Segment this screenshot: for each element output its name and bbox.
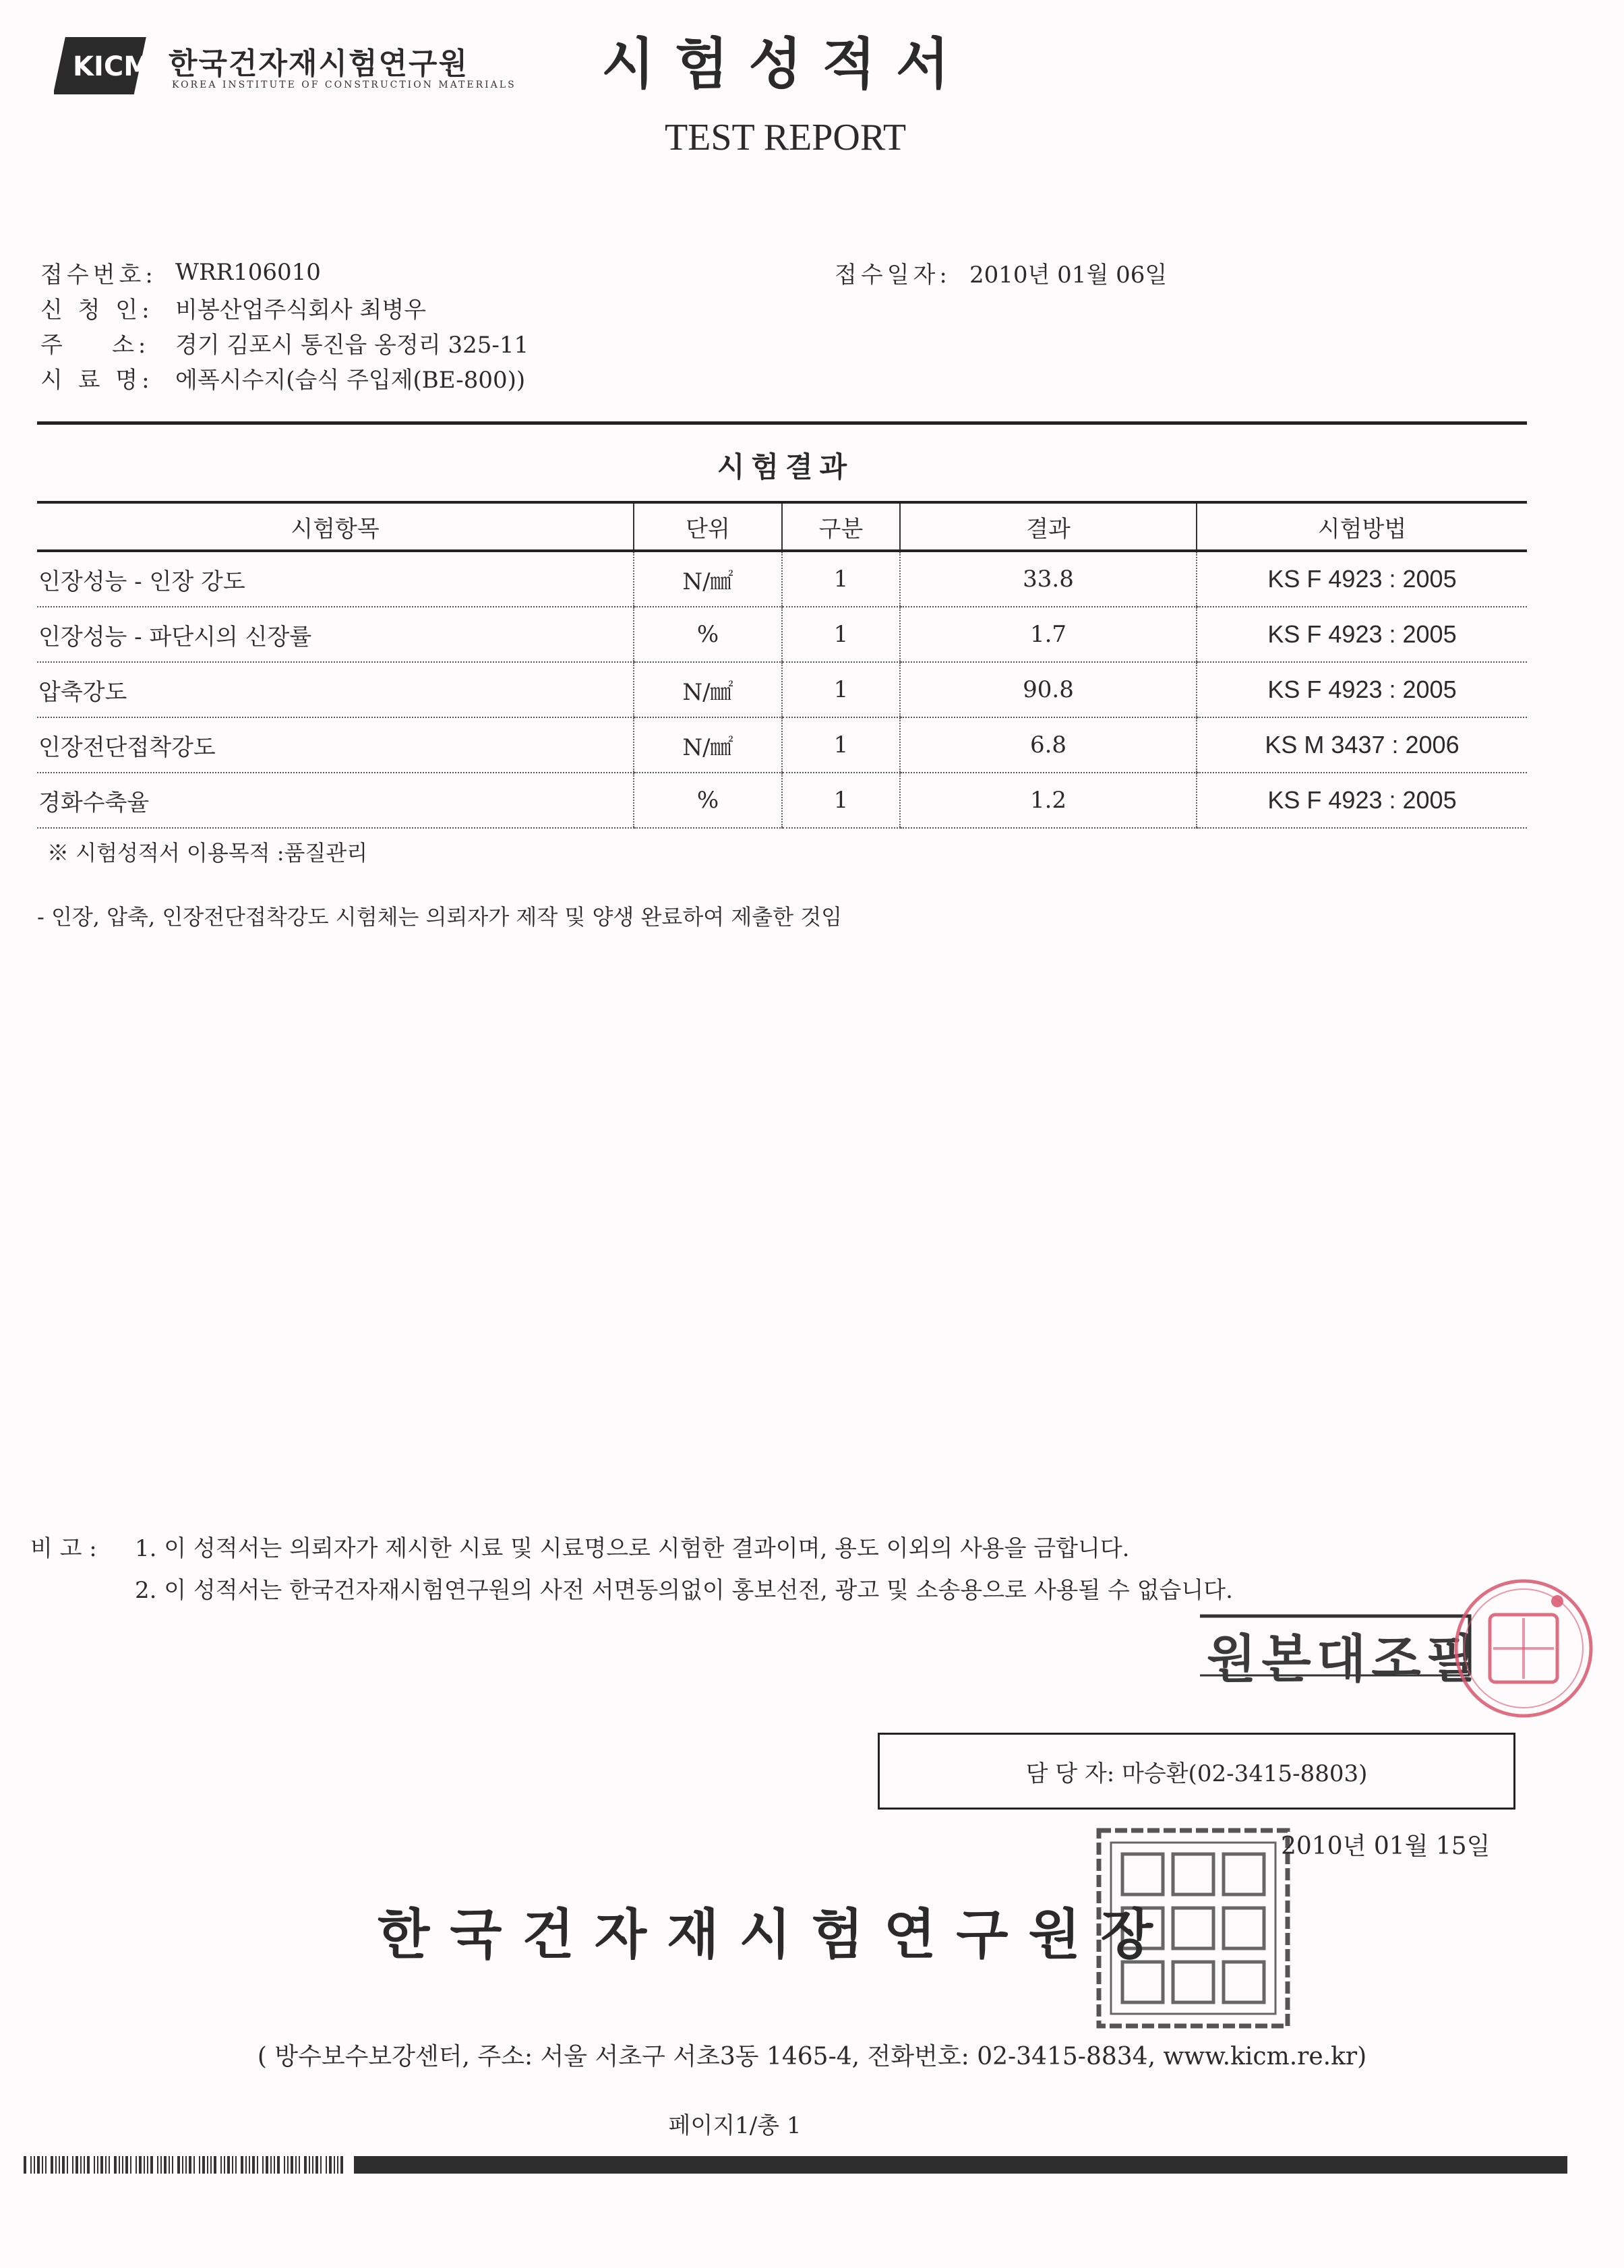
applicant-row <box>40 290 529 325</box>
address-label: 주 소: <box>40 331 150 359</box>
remark-row <box>30 1525 1233 1567</box>
svg-text:KICM: KICM <box>73 51 151 82</box>
cell-unit: N/㎟ <box>634 551 782 607</box>
cell-unit: % <box>634 773 782 828</box>
cell-division: 1 <box>782 607 900 662</box>
cell-unit: N/㎟ <box>634 662 782 717</box>
contact-box: 담 당 자: 마승환(02-3415-8803) <box>878 1733 1515 1810</box>
cell-division: 1 <box>782 551 900 607</box>
cell-item: 인장성능 - 인장 강도 <box>37 551 634 607</box>
receipt-date-row <box>835 255 1167 290</box>
header-division: 구분 <box>782 502 900 551</box>
cell-item: 압축강도 <box>37 662 634 717</box>
cell-unit: N/㎟ <box>634 717 782 773</box>
sample-row <box>40 360 529 395</box>
logo-korean-name: 한국건자재시험연구원 <box>169 47 469 81</box>
results-table <box>37 501 1527 829</box>
cell-division: 1 <box>782 662 900 717</box>
divider <box>37 421 1527 425</box>
purpose-note: ※ 시험성적서 이용목적 :품질관리 <box>47 840 368 866</box>
sample-value: 에폭시수지(습식 주입제(BE-800)) <box>175 366 526 394</box>
cell-method: KS F 4923 : 2005 <box>1197 607 1527 662</box>
cell-method: KS F 4923 : 2005 <box>1197 773 1527 828</box>
cell-result: 1.2 <box>900 773 1197 828</box>
cell-result: 6.8 <box>900 717 1197 773</box>
institute-director: 한국건자재시험연구원장 <box>378 1903 1174 1966</box>
page-subtitle: TEST REPORT <box>664 117 907 158</box>
table-row <box>37 551 1527 607</box>
cell-item: 인장전단접착강도 <box>37 717 634 773</box>
page-number: 페이지1/총 1 <box>668 2112 802 2139</box>
receipt-date-value: 2010년 01월 06일 <box>969 261 1168 289</box>
logo-english-name: KOREA INSTITUTE OF CONSTRUCTION MATERIALS <box>172 80 516 90</box>
issue-date: 2010년 01월 15일 <box>1281 1832 1491 1860</box>
remark-line: 1. 이 성적서는 의뢰자가 제시한 시료 및 시료명으로 시험한 결과이며, 용도 이외의 사용을 금합니다. <box>135 1534 1130 1562</box>
address-row <box>40 325 529 360</box>
cell-division: 1 <box>782 717 900 773</box>
remarks-label: 비 고 : <box>30 1534 97 1562</box>
applicant-label: 신 청 인: <box>40 296 154 324</box>
remark-row <box>30 1567 1233 1609</box>
cell-item: 인장성능 - 파단시의 신장률 <box>37 607 634 662</box>
remarks <box>30 1525 1233 1609</box>
cell-method: KS F 4923 : 2005 <box>1197 551 1527 607</box>
remark-line: 2. 이 성적서는 한국건자재시험연구원의 사전 서면동의없이 홍보선전, 광고 및 소송용으로 사용될 수 없습니다. <box>135 1576 1233 1604</box>
cell-item: 경화수축율 <box>37 773 634 828</box>
receipt-date-label: 접수일자: <box>835 261 951 289</box>
sample-label: 시 료 명: <box>40 366 154 394</box>
footer-info: ( 방수보수보강센터, 주소: 서울 서초구 서초3동 1465-4, 전화번호: 02-3415-8834, www.kicm.re.kr) <box>257 2043 1367 2070</box>
applicant-value: 비봉산업주식회사 최병우 <box>175 296 427 324</box>
header-method: 시험방법 <box>1197 502 1527 551</box>
cell-method: KS M 3437 : 2006 <box>1197 717 1527 773</box>
table-row <box>37 662 1527 717</box>
header-unit: 단위 <box>634 502 782 551</box>
table-header-row <box>37 502 1527 551</box>
results-title: 시험결과 <box>717 450 854 483</box>
header-result: 결과 <box>900 502 1197 551</box>
page-title: 시험성적서 <box>601 32 970 96</box>
specimen-note: - 인장, 압축, 인장전단접착강도 시험체는 의뢰자가 제작 및 양생 완료하여 제출한 것임 <box>37 904 843 930</box>
scan-edge-barcode <box>24 2156 1567 2174</box>
table-row <box>37 607 1527 662</box>
red-seal-icon <box>1449 1574 1598 1723</box>
cell-method: KS F 4923 : 2005 <box>1197 662 1527 717</box>
cell-result: 1.7 <box>900 607 1197 662</box>
receipt-number-row <box>40 255 529 290</box>
cell-result: 90.8 <box>900 662 1197 717</box>
cell-division: 1 <box>782 773 900 828</box>
cell-unit: % <box>634 607 782 662</box>
report-info <box>40 255 529 395</box>
receipt-number-value: WRR106010 <box>175 259 321 286</box>
table-row <box>37 717 1527 773</box>
address-value: 경기 김포시 통진읍 옹정리 325-11 <box>175 331 529 359</box>
header-test-item: 시험항목 <box>37 502 634 551</box>
original-copy-stamp: 원본대조필 <box>1207 1629 1482 1689</box>
table-row <box>37 773 1527 828</box>
receipt-number-label: 접수번호: <box>40 261 157 289</box>
cell-result: 33.8 <box>900 551 1197 607</box>
